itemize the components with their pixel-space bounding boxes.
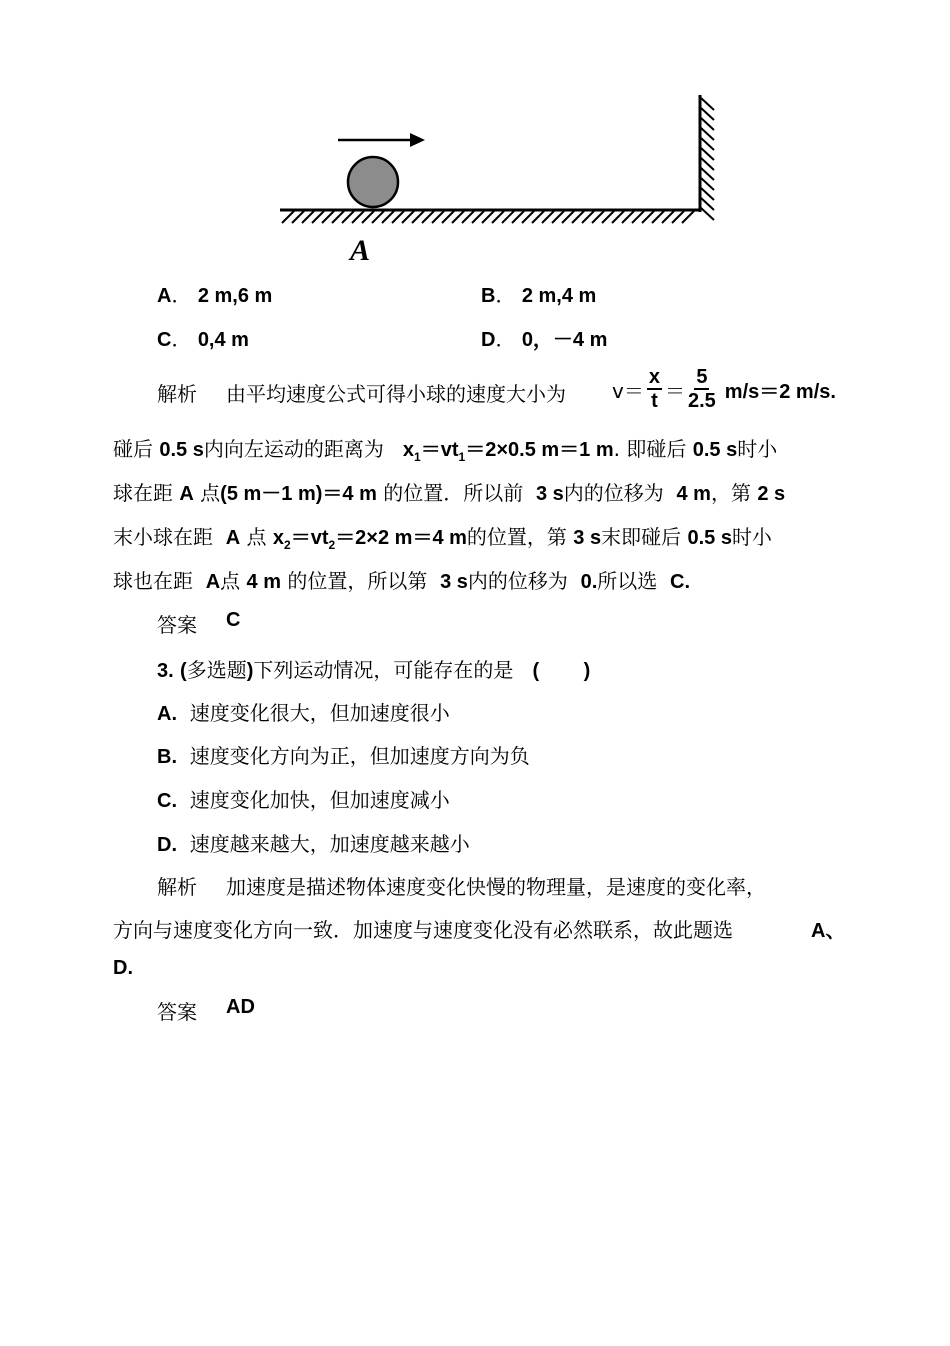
fraction-numerator: x xyxy=(648,366,660,388)
text: ＝vt xyxy=(420,439,459,461)
text: . 即碰后 xyxy=(613,437,687,461)
option-text: 0，－4 m xyxy=(521,329,608,351)
tag-close: ) xyxy=(246,660,254,682)
q3-analysis-label: 解析 xyxy=(157,875,197,899)
q3-option-b xyxy=(157,740,530,769)
option-letter: D. xyxy=(157,834,177,856)
tag-open: ( xyxy=(180,660,187,682)
physics-figure xyxy=(270,90,730,275)
q3-analysis-line-2: 方向与速度变化方向一致．加速度与速度变化没有必然联系，故此题选 xyxy=(113,918,733,942)
answer-value: C xyxy=(226,609,241,631)
option-letter: A. xyxy=(157,703,177,725)
text: 碰后 xyxy=(113,437,153,461)
option-text: 速度越来越大，加速度越来越小 xyxy=(189,832,470,856)
text: 3 s xyxy=(535,483,564,505)
text: ＝2×0.5 m＝1 m xyxy=(465,439,614,461)
text: 点 xyxy=(220,569,241,593)
fraction-5-over-2.5 xyxy=(688,366,716,412)
text: ＝vt xyxy=(290,527,329,549)
speed-formula xyxy=(612,366,836,412)
text: 4 m xyxy=(246,571,281,593)
text: x xyxy=(402,439,415,461)
text: 内的位移为 xyxy=(563,481,664,505)
question-number: 3. xyxy=(157,660,174,682)
answer-label: 答案 xyxy=(157,613,197,637)
text: 点 xyxy=(246,525,267,549)
text: 0. xyxy=(580,571,598,593)
formula-equals: ＝ xyxy=(664,378,685,403)
analysis-label: 解析 xyxy=(157,382,197,406)
option-letter: A xyxy=(157,285,172,307)
option-text: 速度变化很大，但加速度很小 xyxy=(189,701,450,725)
text: ，第 xyxy=(710,481,751,505)
text: 球在距 xyxy=(113,481,173,505)
text: 3 s xyxy=(440,571,468,593)
text: A xyxy=(179,483,194,505)
text: 0.5 s xyxy=(687,527,732,549)
text: 3 s xyxy=(573,527,602,549)
text: 4 m xyxy=(676,483,711,505)
option-text: 2 m,4 m xyxy=(521,285,597,307)
q3-option-d xyxy=(157,828,470,857)
option-text: 0,4 m xyxy=(197,329,249,351)
text: 末即碰后 xyxy=(601,525,682,549)
question-stem: 下列运动情况，可能存在的是 xyxy=(253,658,514,682)
q3-analysis-line-3: D. xyxy=(113,957,133,979)
text: 所以选 xyxy=(597,569,658,593)
subscript: 2 xyxy=(328,538,336,552)
formula-rhs: m/s＝2 m/s. xyxy=(724,380,836,403)
option-letter: B xyxy=(481,285,496,307)
option-c: C． 0,4 m xyxy=(157,327,249,351)
analysis-lead: 由平均速度公式可得小球的速度大小为 xyxy=(226,382,566,406)
option-text: 速度变化方向为正，但加速度方向为负 xyxy=(189,744,530,768)
text: 内向左运动的距离为 xyxy=(203,437,384,461)
option-letter: C xyxy=(157,329,172,351)
text: A xyxy=(205,571,221,593)
subscript: 2 xyxy=(284,538,291,552)
text: 0.5 s xyxy=(159,439,204,461)
text: ＝2×2 m＝4 m xyxy=(335,527,467,549)
text: 时小 xyxy=(731,525,772,549)
subscript: 1 xyxy=(458,450,466,464)
text: C. xyxy=(670,571,691,593)
option-text: 2 m,6 m xyxy=(197,285,273,307)
option-a: A． 2 m,6 m xyxy=(157,283,273,307)
wall-hatching xyxy=(701,98,714,220)
analysis-line-3 xyxy=(113,477,785,506)
point-a-label: A xyxy=(350,234,371,267)
formula-lhs: v＝ xyxy=(612,378,644,403)
option-d: D． 0，－4 m xyxy=(481,327,608,351)
option-b: B． 2 m,4 m xyxy=(481,283,597,307)
fraction-x-over-t xyxy=(647,366,662,412)
q3-answer-value: AD xyxy=(226,996,255,1018)
fraction-denominator: 2.5 xyxy=(687,390,716,412)
text: 的位置，所以第 xyxy=(287,569,428,593)
velocity-arrow-head xyxy=(410,133,425,147)
text: 的位置，第 xyxy=(466,525,567,549)
text: x xyxy=(272,527,285,549)
q3-analysis-line-2-tail: A、 xyxy=(811,920,846,942)
fraction-denominator: t xyxy=(651,390,658,412)
option-letter: C. xyxy=(157,790,177,812)
text: 时小 xyxy=(737,437,778,461)
analysis-line-2 xyxy=(113,433,777,464)
q3-analysis-line-1: 加速度是描述物体速度变化快慢的物理量，是速度的变化率， xyxy=(226,875,766,899)
analysis-line-5 xyxy=(113,565,690,594)
text: 末小球在距 xyxy=(113,525,213,549)
q3-option-c xyxy=(157,784,450,813)
text: (5 m－1 m)＝4 m xyxy=(220,483,377,505)
text: 球也在距 xyxy=(113,569,193,593)
q3-option-a xyxy=(157,697,450,726)
question-tag: 多选题 xyxy=(186,658,247,682)
ball xyxy=(348,157,398,207)
option-letter: D xyxy=(481,329,496,351)
text: 内的位移为 xyxy=(467,569,568,593)
text: 点 xyxy=(200,481,221,505)
answer-paren: ( ) xyxy=(532,660,591,682)
text: 2 s xyxy=(757,483,786,505)
fraction-numerator: 5 xyxy=(696,366,708,388)
q3-answer-label: 答案 xyxy=(157,1000,197,1024)
text: 0.5 s xyxy=(692,439,738,461)
subscript: 1 xyxy=(414,450,421,464)
text: A xyxy=(225,527,241,549)
text: 的位置．所以前 xyxy=(383,481,524,505)
option-letter: B. xyxy=(157,746,177,768)
option-text: 速度变化加快，但加速度减小 xyxy=(189,788,450,812)
analysis-line-4 xyxy=(113,521,772,552)
ground-hatching xyxy=(282,211,694,223)
question-3-stem xyxy=(157,654,590,683)
